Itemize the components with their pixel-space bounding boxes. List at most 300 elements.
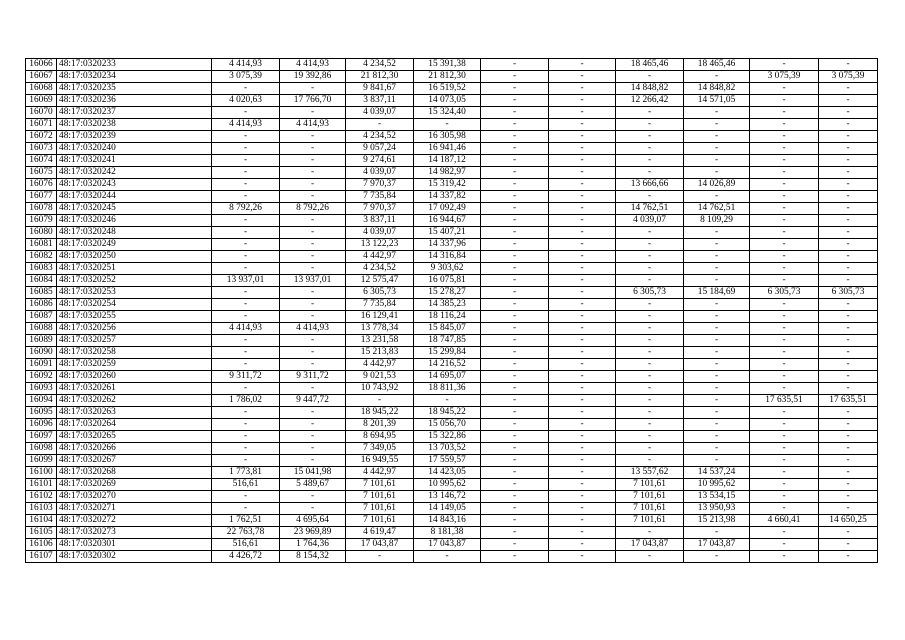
value-cell: 14 423,05 [414,467,481,479]
value-cell: - [414,119,481,131]
value-cell: - [280,227,346,239]
value-cell: 18 465,46 [684,59,750,71]
value-cell: - [684,431,750,443]
value-cell: 7 101,61 [346,479,414,491]
value-cell: - [819,263,878,275]
cadastral-number-cell: 48:17:0320248 [57,227,212,239]
cadastral-number-cell: 48:17:0320272 [57,515,212,527]
value-cell: - [481,119,549,131]
value-cell: - [819,275,878,287]
value-cell: - [819,467,878,479]
value-cell: 6 305,73 [819,287,878,299]
value-cell: 16 075,81 [414,275,481,287]
row-number-cell: 16103 [26,503,57,515]
value-cell: - [481,551,549,563]
row-number-cell: 16073 [26,143,57,155]
row-number-cell: 16068 [26,83,57,95]
cadastral-number-cell: 48:17:0320234 [57,71,212,83]
value-cell: - [549,143,616,155]
value-cell: 1 773,81 [212,467,280,479]
cadastral-number-cell: 48:17:0320254 [57,299,212,311]
cadastral-number-cell: 48:17:0320246 [57,215,212,227]
value-cell: - [616,395,684,407]
value-cell: - [819,119,878,131]
value-cell: 8 694,95 [346,431,414,443]
value-cell: - [212,407,280,419]
value-cell: - [481,239,549,251]
value-cell: - [481,131,549,143]
value-cell: 7 735,84 [346,191,414,203]
value-cell: - [750,479,819,491]
row-number-cell: 16078 [26,203,57,215]
value-cell: 12 266,42 [616,95,684,107]
value-cell: 7 101,61 [616,479,684,491]
value-cell: - [549,383,616,395]
value-cell: - [481,539,549,551]
value-cell: 13 778,34 [346,323,414,335]
value-cell: 16 941,46 [414,143,481,155]
value-cell: 17 043,87 [616,539,684,551]
value-cell: 3 075,39 [750,71,819,83]
value-cell: 10 743,92 [346,383,414,395]
value-cell: - [684,155,750,167]
value-cell: - [819,419,878,431]
value-cell: 12 575,47 [346,275,414,287]
table-row [26,311,878,323]
value-cell: - [819,539,878,551]
cadastral-number-cell: 48:17:0320251 [57,263,212,275]
value-cell: - [616,455,684,467]
table-row [26,83,878,95]
value-cell: - [684,107,750,119]
table-row [26,107,878,119]
value-cell: - [750,275,819,287]
value-cell: - [819,203,878,215]
value-cell: 15 213,83 [346,347,414,359]
data-table [25,58,878,563]
value-cell: - [280,155,346,167]
value-cell: 14 216,52 [414,359,481,371]
value-cell: - [549,191,616,203]
table-row [26,95,878,107]
value-cell: - [481,371,549,383]
value-cell: - [280,311,346,323]
value-cell: - [481,215,549,227]
table-row [26,539,878,551]
value-cell: 4 039,07 [616,215,684,227]
value-cell: - [750,215,819,227]
value-cell: - [549,179,616,191]
cadastral-number-cell: 48:17:0320265 [57,431,212,443]
cadastral-number-cell: 48:17:0320256 [57,323,212,335]
value-cell: - [819,455,878,467]
value-cell: - [549,227,616,239]
value-cell: 14 982,97 [414,167,481,179]
value-cell: - [616,359,684,371]
value-cell: - [549,539,616,551]
value-cell: 4 695,64 [280,515,346,527]
value-cell: - [616,275,684,287]
value-cell: - [819,191,878,203]
value-cell: - [549,503,616,515]
value-cell: - [750,455,819,467]
table-row [26,251,878,263]
value-cell: 17 559,57 [414,455,481,467]
value-cell: 9 447,72 [280,395,346,407]
row-number-cell: 16091 [26,359,57,371]
value-cell: 21 812,30 [346,71,414,83]
table-row [26,203,878,215]
value-cell: 9 311,72 [280,371,346,383]
value-cell: - [616,443,684,455]
value-cell: - [616,239,684,251]
value-cell: 22 763,78 [212,527,280,539]
value-cell: - [750,311,819,323]
value-cell: 14 762,51 [616,203,684,215]
value-cell: - [616,383,684,395]
value-cell: - [750,383,819,395]
value-cell: 13 703,52 [414,443,481,455]
value-cell: - [280,503,346,515]
value-cell: - [549,299,616,311]
value-cell: - [750,263,819,275]
value-cell: 7 101,61 [616,491,684,503]
value-cell: - [684,119,750,131]
value-cell: - [684,167,750,179]
value-cell: - [750,119,819,131]
value-cell: - [750,491,819,503]
value-cell: - [481,479,549,491]
value-cell: 10 995,62 [684,479,750,491]
value-cell: 9 841,67 [346,83,414,95]
value-cell: - [549,479,616,491]
value-cell: - [481,155,549,167]
table-row [26,335,878,347]
value-cell: - [212,359,280,371]
value-cell: - [549,395,616,407]
value-cell: 4 234,52 [346,59,414,71]
cadastral-number-cell: 48:17:0320243 [57,179,212,191]
value-cell: - [750,179,819,191]
value-cell: - [750,419,819,431]
table-row [26,167,878,179]
value-cell: 15 407,21 [414,227,481,239]
value-cell: - [549,203,616,215]
value-cell: 15 213,98 [684,515,750,527]
table-row [26,71,878,83]
value-cell: - [481,287,549,299]
value-cell: - [549,251,616,263]
value-cell: - [481,59,549,71]
cadastral-number-cell: 48:17:0320270 [57,491,212,503]
value-cell: - [684,395,750,407]
row-number-cell: 16099 [26,455,57,467]
cadastral-number-cell: 48:17:0320257 [57,335,212,347]
value-cell: 19 392,86 [280,71,346,83]
value-cell: - [819,251,878,263]
value-cell: - [616,371,684,383]
value-cell: - [280,299,346,311]
row-number-cell: 16107 [26,551,57,563]
value-cell: - [481,227,549,239]
value-cell: - [280,419,346,431]
value-cell: 16 305,98 [414,131,481,143]
row-number-cell: 16088 [26,323,57,335]
value-cell: - [684,323,750,335]
value-cell: 15 322,86 [414,431,481,443]
cadastral-number-cell: 48:17:0320259 [57,359,212,371]
row-number-cell: 16101 [26,479,57,491]
value-cell: - [481,467,549,479]
value-cell: - [819,95,878,107]
value-cell: 8 792,26 [280,203,346,215]
value-cell: - [819,143,878,155]
value-cell: - [684,359,750,371]
value-cell: 16 949,55 [346,455,414,467]
table-row [26,215,878,227]
value-cell: - [549,131,616,143]
value-cell: 15 845,07 [414,323,481,335]
value-cell: - [819,215,878,227]
value-cell: - [549,155,616,167]
value-cell: 3 837,11 [346,215,414,227]
row-number-cell: 16084 [26,275,57,287]
value-cell: - [280,335,346,347]
row-number-cell: 16081 [26,239,57,251]
value-cell: - [280,347,346,359]
value-cell: 14 149,05 [414,503,481,515]
cadastral-number-cell: 48:17:0320233 [57,59,212,71]
value-cell: - [750,323,819,335]
cadastral-number-cell: 48:17:0320236 [57,95,212,107]
value-cell: 4 414,93 [212,323,280,335]
value-cell: - [616,143,684,155]
value-cell: - [212,167,280,179]
row-number-cell: 16086 [26,299,57,311]
row-number-cell: 16102 [26,491,57,503]
table-row [26,503,878,515]
cadastral-number-cell: 48:17:0320238 [57,119,212,131]
value-cell: - [819,335,878,347]
value-cell: - [212,155,280,167]
value-cell: - [819,107,878,119]
value-cell: 14 695,07 [414,371,481,383]
value-cell: - [819,311,878,323]
value-cell: - [481,443,549,455]
value-cell: 18 945,22 [346,407,414,419]
value-cell: - [684,71,750,83]
value-cell: - [212,503,280,515]
value-cell: - [481,491,549,503]
cadastral-number-cell: 48:17:0320240 [57,143,212,155]
value-cell: - [684,263,750,275]
value-cell: 4 039,07 [346,227,414,239]
value-cell: - [684,527,750,539]
table-row [26,263,878,275]
value-cell: - [616,227,684,239]
value-cell: 14 385,23 [414,299,481,311]
row-number-cell: 16067 [26,71,57,83]
value-cell: - [549,275,616,287]
row-number-cell: 16071 [26,119,57,131]
table-row [26,287,878,299]
row-number-cell: 16082 [26,251,57,263]
value-cell: - [684,131,750,143]
value-cell: - [212,299,280,311]
value-cell: - [212,455,280,467]
value-cell: - [819,527,878,539]
value-cell: - [616,155,684,167]
value-cell: - [280,455,346,467]
value-cell: - [750,443,819,455]
cadastral-number-cell: 48:17:0320235 [57,83,212,95]
value-cell: - [616,107,684,119]
cadastral-number-cell: 48:17:0320249 [57,239,212,251]
value-cell: - [346,119,414,131]
row-number-cell: 16076 [26,179,57,191]
value-cell: - [481,419,549,431]
value-cell: - [280,239,346,251]
value-cell: - [684,455,750,467]
row-number-cell: 16097 [26,431,57,443]
value-cell: 7 101,61 [346,515,414,527]
value-cell: - [481,503,549,515]
value-cell: - [481,299,549,311]
value-cell: 17 043,87 [346,539,414,551]
value-cell: 4 426,72 [212,551,280,563]
value-cell: 14 571,05 [684,95,750,107]
cadastral-number-cell: 48:17:0320253 [57,287,212,299]
value-cell: 13 122,23 [346,239,414,251]
value-cell: - [819,83,878,95]
value-cell: - [616,191,684,203]
value-cell: - [750,155,819,167]
value-cell: - [481,335,549,347]
value-cell: - [750,503,819,515]
value-cell: 16 944,67 [414,215,481,227]
value-cell: 4 039,07 [346,107,414,119]
row-number-cell: 16072 [26,131,57,143]
value-cell: - [212,239,280,251]
value-cell: - [750,95,819,107]
value-cell: - [212,443,280,455]
value-cell: - [481,71,549,83]
table-row [26,551,878,563]
value-cell: - [212,107,280,119]
value-cell: - [346,551,414,563]
row-number-cell: 16092 [26,371,57,383]
value-cell: 14 762,51 [684,203,750,215]
value-cell: - [819,443,878,455]
cadastral-number-cell: 48:17:0320244 [57,191,212,203]
value-cell: - [819,407,878,419]
cadastral-number-cell: 48:17:0320271 [57,503,212,515]
table-row [26,179,878,191]
row-number-cell: 16104 [26,515,57,527]
value-cell: - [616,335,684,347]
cadastral-number-cell: 48:17:0320268 [57,467,212,479]
row-number-cell: 16089 [26,335,57,347]
value-cell: - [684,251,750,263]
value-cell: - [481,251,549,263]
cadastral-number-cell: 48:17:0320242 [57,167,212,179]
value-cell: - [750,143,819,155]
row-number-cell: 16096 [26,419,57,431]
value-cell: - [280,251,346,263]
table-row [26,371,878,383]
value-cell: - [212,431,280,443]
value-cell: - [481,527,549,539]
value-cell: 17 635,51 [819,395,878,407]
value-cell: - [616,323,684,335]
value-cell: - [549,467,616,479]
value-cell: - [684,299,750,311]
value-cell: - [750,347,819,359]
value-cell: - [616,527,684,539]
value-cell: - [750,203,819,215]
value-cell: - [212,83,280,95]
value-cell: - [280,143,346,155]
value-cell: 13 231,58 [346,335,414,347]
value-cell: - [750,83,819,95]
value-cell: - [616,263,684,275]
value-cell: 4 414,93 [212,119,280,131]
row-number-cell: 16095 [26,407,57,419]
value-cell: - [819,431,878,443]
value-cell: 4 442,97 [346,359,414,371]
value-cell: 1 762,51 [212,515,280,527]
table-row [26,383,878,395]
value-cell: - [819,59,878,71]
value-cell: 4 414,93 [280,59,346,71]
value-cell: - [549,95,616,107]
value-cell: 3 837,11 [346,95,414,107]
row-number-cell: 16100 [26,467,57,479]
value-cell: - [750,107,819,119]
value-cell: 13 557,62 [616,467,684,479]
value-cell: 21 812,30 [414,71,481,83]
value-cell: 6 305,73 [346,287,414,299]
value-cell: - [212,263,280,275]
value-cell: 7 101,61 [616,515,684,527]
row-number-cell: 16080 [26,227,57,239]
value-cell: - [549,419,616,431]
table-row [26,191,878,203]
table-row [26,227,878,239]
value-cell: - [414,395,481,407]
value-cell: - [481,515,549,527]
value-cell: - [549,59,616,71]
cadastral-number-cell: 48:17:0320273 [57,527,212,539]
value-cell: - [616,167,684,179]
value-cell: - [346,395,414,407]
value-cell: 3 075,39 [819,71,878,83]
value-cell: - [212,335,280,347]
table-row [26,419,878,431]
value-cell: 13 937,01 [280,275,346,287]
table-body [26,59,878,563]
table-row [26,59,878,71]
value-cell: 7 970,37 [346,179,414,191]
cadastral-number-cell: 48:17:0320237 [57,107,212,119]
value-cell: 9 303,62 [414,263,481,275]
value-cell: - [750,251,819,263]
value-cell: - [819,167,878,179]
cadastral-number-cell: 48:17:0320245 [57,203,212,215]
value-cell: 15 184,69 [684,287,750,299]
cadastral-number-cell: 48:17:0320269 [57,479,212,491]
table-row [26,455,878,467]
